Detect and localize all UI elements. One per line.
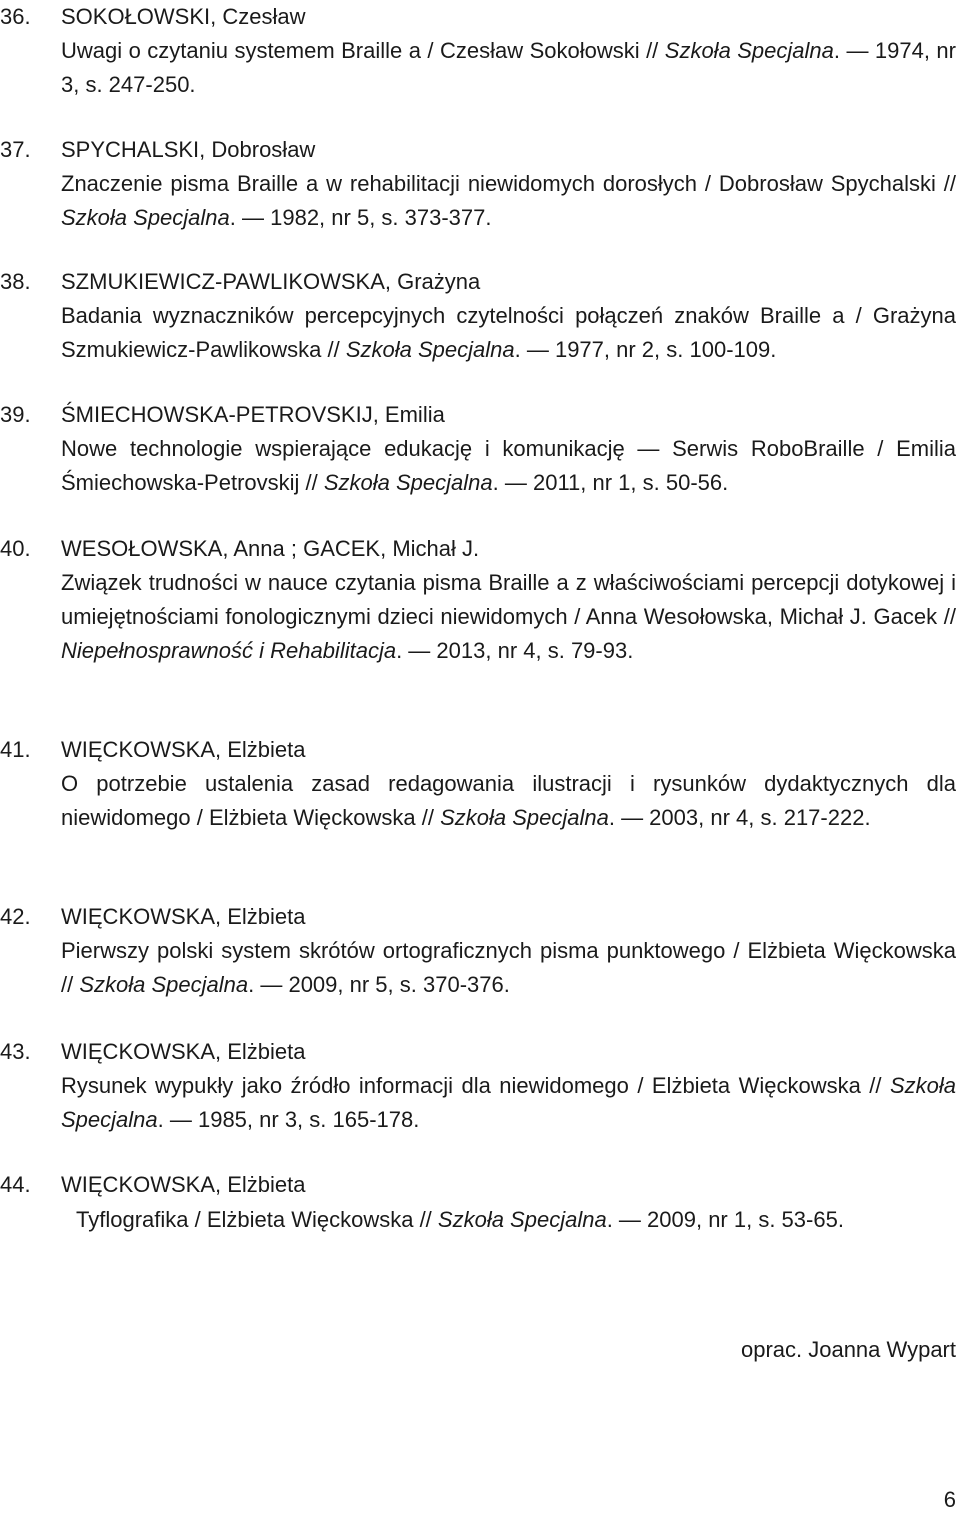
entry-author: SOKOŁOWSKI, Czesław [61,4,306,29]
entry-title: Nowe technologie wspierające edukację i komunikację — Serwis RoboBraille / Emilia Śmiechowska-Petrovskij // [61,436,956,495]
entry-details: . — 2011, nr 1, s. 50-56. [492,470,729,495]
entry-details: . — 2009, nr 5, s. 370-376. [248,972,510,997]
entry-author: ŚMIECHOWSKA-PETROVSKIJ, Emilia [61,402,445,427]
entry-journal: Szkoła Specjalna [323,470,493,495]
entry-author: WIĘCKOWSKA, Elżbieta [61,1039,306,1064]
entry-journal: Szkoła Specjalna [79,972,249,997]
entry-citation [61,566,956,668]
entry-details: . — 1977, nr 2, s. 100-109. [514,337,777,362]
entry-title: Znaczenie pisma Braille a w rehabilitacji niewidomych dorosłych / Dobrosław Spychalski // [61,171,956,196]
entry-author: SZMUKIEWICZ-PAWLIKOWSKA, Grażyna [61,269,481,294]
entry-details: . — 1985, nr 3, s. 165-178. [157,1107,420,1132]
entry-author: WIĘCKOWSKA, Elżbieta [61,904,306,929]
entry-number: 44. [0,1172,31,1197]
entry-citation [61,299,956,367]
entry-citation [61,934,956,1002]
entry-citation [76,1203,956,1237]
entry-author: WIĘCKOWSKA, Elżbieta [61,737,306,762]
entry-details: . — 2013, nr 4, s. 79-93. [396,638,634,663]
entry-title: O potrzebie ustalenia zasad redagowania ilustracji i rysunków dydaktycznych dla niewidomego / Elżbieta Więckowska // [61,771,956,830]
entry-number: 41. [0,737,31,762]
entry-title: Uwagi o czytaniu systemem Braille a / Czesław Sokołowski // [61,38,665,63]
entry-journal: Szkoła Specjalna [437,1207,607,1232]
entry-journal: Szkoła Specjalna [61,205,230,230]
compiler-credit: oprac. Joanna Wypart [740,1337,956,1362]
entry-details: . — 2003, nr 4, s. 217-222. [608,805,871,830]
entry-details: . — 1982, nr 5, s. 373-377. [229,205,492,230]
entry-journal: Szkoła Specjalna [345,337,515,362]
entry-title: Tyflografika / Elżbieta Więckowska // [76,1207,438,1232]
entry-author: WIĘCKOWSKA, Elżbieta [61,1172,306,1197]
entry-citation [61,767,956,835]
entry-number: 37. [0,137,31,162]
entry-citation [61,167,956,235]
entry-details: . — 1974, nr 3, s. 247-250. [61,38,956,97]
entry-author: SPYCHALSKI, Dobrosław [61,137,316,162]
entry-number: 43. [0,1039,31,1064]
entry-number: 39. [0,402,31,427]
entry-citation [61,34,956,102]
page-number: 6 [943,1487,956,1512]
entry-number: 42. [0,904,31,929]
entry-title: Rysunek wypukły jako źródło informacji dla niewidomego / Elżbieta Więckowska // [61,1073,890,1098]
entry-title: Pierwszy polski system skrótów ortograficznych pisma punktowego / Elżbieta Więckowska // [61,938,956,997]
entry-title: Związek trudności w nauce czytania pisma Braille a z właściwościami percepcji dotykowej i umiejętnościami fonologicznymi dzieci niewidomych / Anna Wesołowska, Michał J. Gacek // [61,570,956,629]
entry-number: 38. [0,269,31,294]
entry-journal: Szkoła Specjalna [664,38,834,63]
entry-journal: Szkoła Specjalna [61,1073,956,1132]
entry-details: . — 2009, nr 1, s. 53-65. [606,1207,844,1232]
entry-journal: Niepełnosprawność i Rehabilitacja [61,638,397,663]
entry-journal: Szkoła Specjalna [440,805,609,830]
entry-number: 36. [0,4,31,29]
entry-number: 40. [0,536,31,561]
entry-title: Badania wyznaczników percepcyjnych czytelności połączeń znaków Braille a / Grażyna Szmukiewicz-Pawlikowska // [61,303,956,362]
entry-author: WESOŁOWSKA, Anna ; GACEK, Michał J. [61,536,480,561]
entry-citation [61,432,956,500]
entry-citation [61,1069,956,1137]
